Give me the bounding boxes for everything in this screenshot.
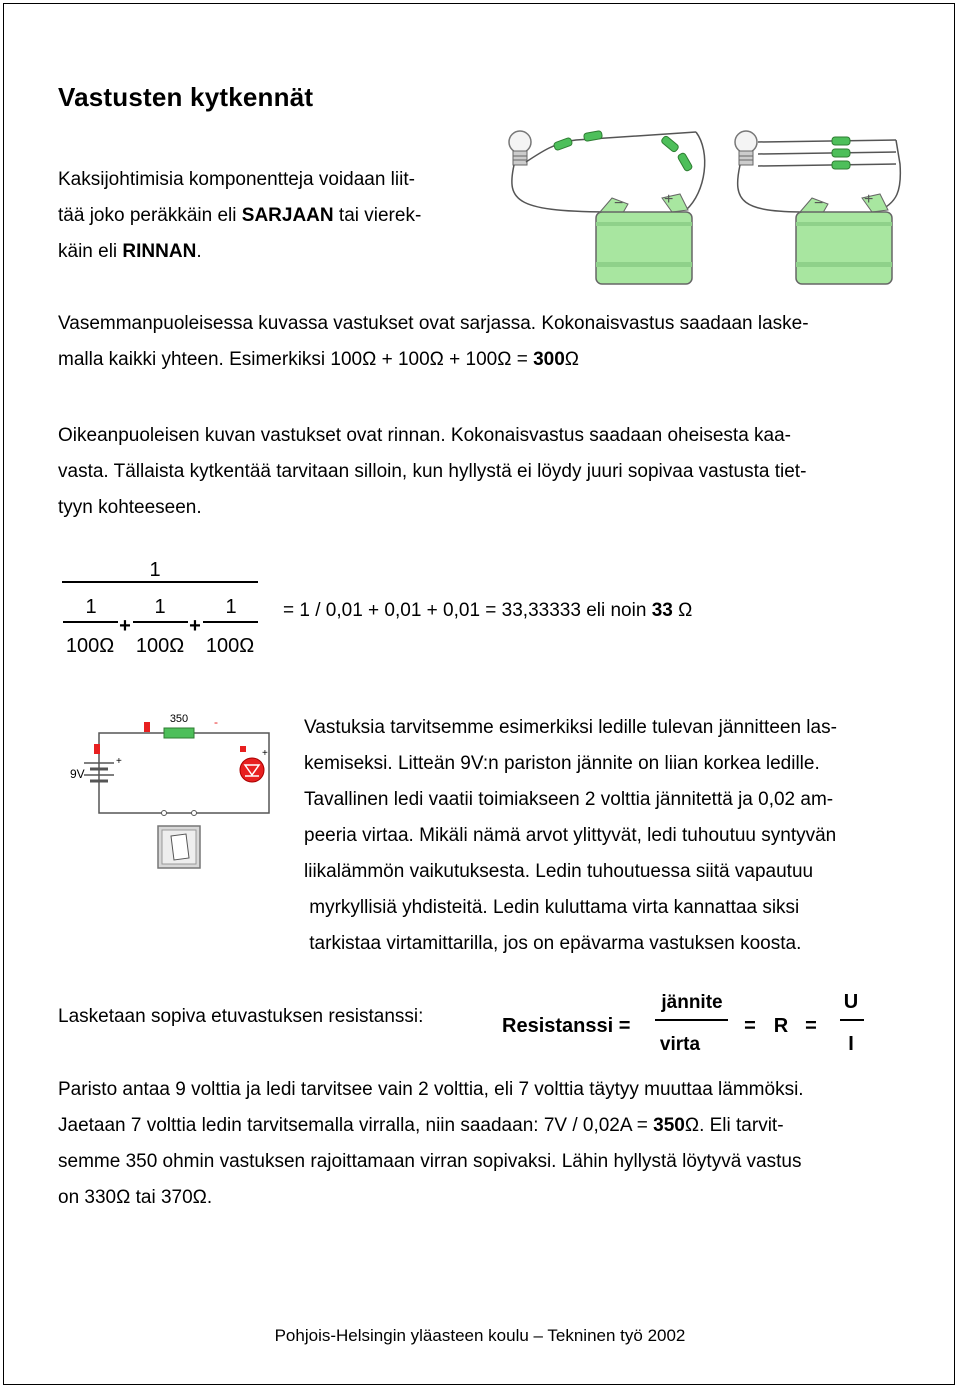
lightbulb-icon — [509, 131, 531, 165]
parallel-line-2: vasta. Tällaista kytkentää tarvitaan silloin, kun hyllystä ei löydy juuri sopivaa vastusta tiet- — [58, 461, 807, 482]
formula-term-1 — [63, 596, 118, 657]
series-line-2: malla kaikki yhteen. Esimerkiksi 100Ω + 100Ω + 100Ω = 300Ω — [58, 349, 580, 370]
formula-numerator-voltage: jännite — [661, 992, 723, 1013]
parallel-paragraph — [58, 418, 904, 526]
svg-text:−: − — [814, 195, 824, 212]
led-line-2: kemiseksi. Litteän 9V:n pariston jännite on liian korkea ledille. — [304, 753, 820, 774]
switch-icon — [158, 826, 200, 868]
formula-plus: + — [119, 615, 131, 637]
svg-text:1: 1 — [154, 596, 166, 618]
led-icon — [240, 746, 264, 782]
parallel-line-3: tyyn kohteeseen. — [58, 497, 202, 518]
resistor-icon — [583, 130, 602, 141]
parallel-line-1: Oikeanpuoleisen kuvan vastukset ovat rinnan. Kokonaisvastus saadaan oheisesta kaa- — [58, 425, 792, 446]
resistor-icon — [661, 135, 680, 153]
svg-text:−: − — [614, 195, 624, 212]
formula-r: R — [773, 1015, 789, 1037]
calc-sentence: Lasketaan sopiva etuvastuksen resistanssi: — [58, 1006, 424, 1027]
svg-text:1: 1 — [85, 596, 97, 618]
led-line-7: tarkistaa virtamittarilla, jos on epävarma vastuksen koosta. — [304, 933, 802, 954]
formula-term-3 — [203, 596, 258, 657]
formula-denominator-current: virta — [659, 1034, 701, 1055]
svg-text:+: + — [664, 191, 674, 208]
final-line-3: semme 350 ohmin vastuksen rajoittamaan virran sopivaksi. Lähin hyllystä löytyvä vastus — [58, 1151, 802, 1172]
svg-text:100Ω: 100Ω — [65, 635, 115, 657]
intro-paragraph — [58, 162, 478, 270]
intro-line-1: Kaksijohtimisia komponentteja voidaan liit- — [58, 169, 415, 190]
formula-result: = 1 / 0,01 + 0,01 + 0,01 = 33,33333 eli noin 33 Ω — [283, 600, 693, 621]
led-line-3: Tavallinen ledi vaatii toimiakseen 2 volttia jännitettä ja 0,02 am- — [304, 789, 834, 810]
resistor-icon — [832, 149, 850, 157]
battery-symbol — [84, 744, 114, 781]
terminal-marker — [144, 722, 150, 732]
svg-text:1: 1 — [225, 596, 237, 618]
resistor-icon — [832, 137, 850, 145]
svg-text:+: + — [864, 191, 874, 208]
led-line-6: myrkyllisiä yhdisteitä. Ledin kuluttama virta kannattaa siksi — [304, 897, 800, 918]
series-line-1: Vasemmanpuoleisessa kuvassa vastukset ovat sarjassa. Kokonaisvastus saadaan laske- — [58, 313, 809, 334]
resistor-icon — [677, 152, 693, 172]
formula-i: I — [848, 1033, 854, 1055]
resistance-formula — [500, 984, 880, 1062]
formula-term-2 — [133, 596, 188, 657]
svg-text:100Ω: 100Ω — [135, 635, 185, 657]
intro-line-3: käin eli RINNAN. — [58, 241, 202, 262]
formula-plus: + — [189, 615, 201, 637]
formula-equals: = — [744, 1015, 756, 1037]
led-line-5: liikalämmön vaikutuksesta. Ledin tuhoutuessa siitä vapautuu — [304, 861, 814, 882]
led-line-1: Vastuksia tarvitsemme esimerkiksi ledille tulevan jännitteen las- — [304, 717, 837, 738]
formula-numerator: 1 — [149, 559, 161, 581]
lightbulb-icon — [735, 131, 757, 165]
parallel-circuit-illustration — [735, 131, 900, 284]
led-circuit-diagram — [64, 708, 284, 874]
final-line-4: on 330Ω tai 370Ω. — [58, 1187, 213, 1208]
intro-line-2: tää joko peräkkäin eli SARJAAN tai vierek- — [58, 205, 422, 226]
led-paragraph — [304, 710, 902, 962]
final-line-1: Paristo antaa 9 volttia ja ledi tarvitsee vain 2 volttia, eli 7 volttia täytyy muuttaa lämmöksi. — [58, 1079, 804, 1100]
resistor-label: 350 — [169, 713, 189, 725]
led-line-4: peeria virtaa. Mikäli nämä arvot ylittyvät, ledi tuhoutuu syntyvän — [304, 825, 837, 846]
page-title: Vastusten kytkennät — [58, 82, 314, 112]
resistor-icon — [553, 137, 573, 151]
series-circuit-illustration — [509, 130, 705, 284]
svg-text:100Ω: 100Ω — [205, 635, 255, 657]
resistor-minus-sign: - — [214, 715, 218, 729]
series-paragraph — [58, 306, 908, 378]
resistance-label: Resistanssi = — [502, 1015, 631, 1037]
battery-icon — [596, 194, 692, 284]
final-paragraph — [58, 1072, 904, 1216]
formula-u: U — [843, 991, 859, 1013]
final-line-2: Jaetaan 7 volttia ledin tarvitsemalla virralla, niin saadaan: 7V / 0,02A = 350Ω. Eli tarvit- — [58, 1115, 784, 1136]
resistor-icon — [832, 161, 850, 169]
parallel-resistance-formula — [58, 552, 268, 662]
battery-icon — [796, 194, 892, 284]
resistor-icon — [164, 728, 194, 738]
formula-equals: = — [805, 1015, 817, 1037]
battery-circuits-illustration — [496, 112, 906, 290]
battery-label: 9V — [70, 767, 85, 781]
page-footer: Pohjois-Helsingin yläasteen koulu – Tekninen työ 2002 — [274, 1326, 686, 1345]
battery-plus-sign: + — [116, 756, 122, 767]
led-plus-sign: + — [262, 748, 268, 759]
